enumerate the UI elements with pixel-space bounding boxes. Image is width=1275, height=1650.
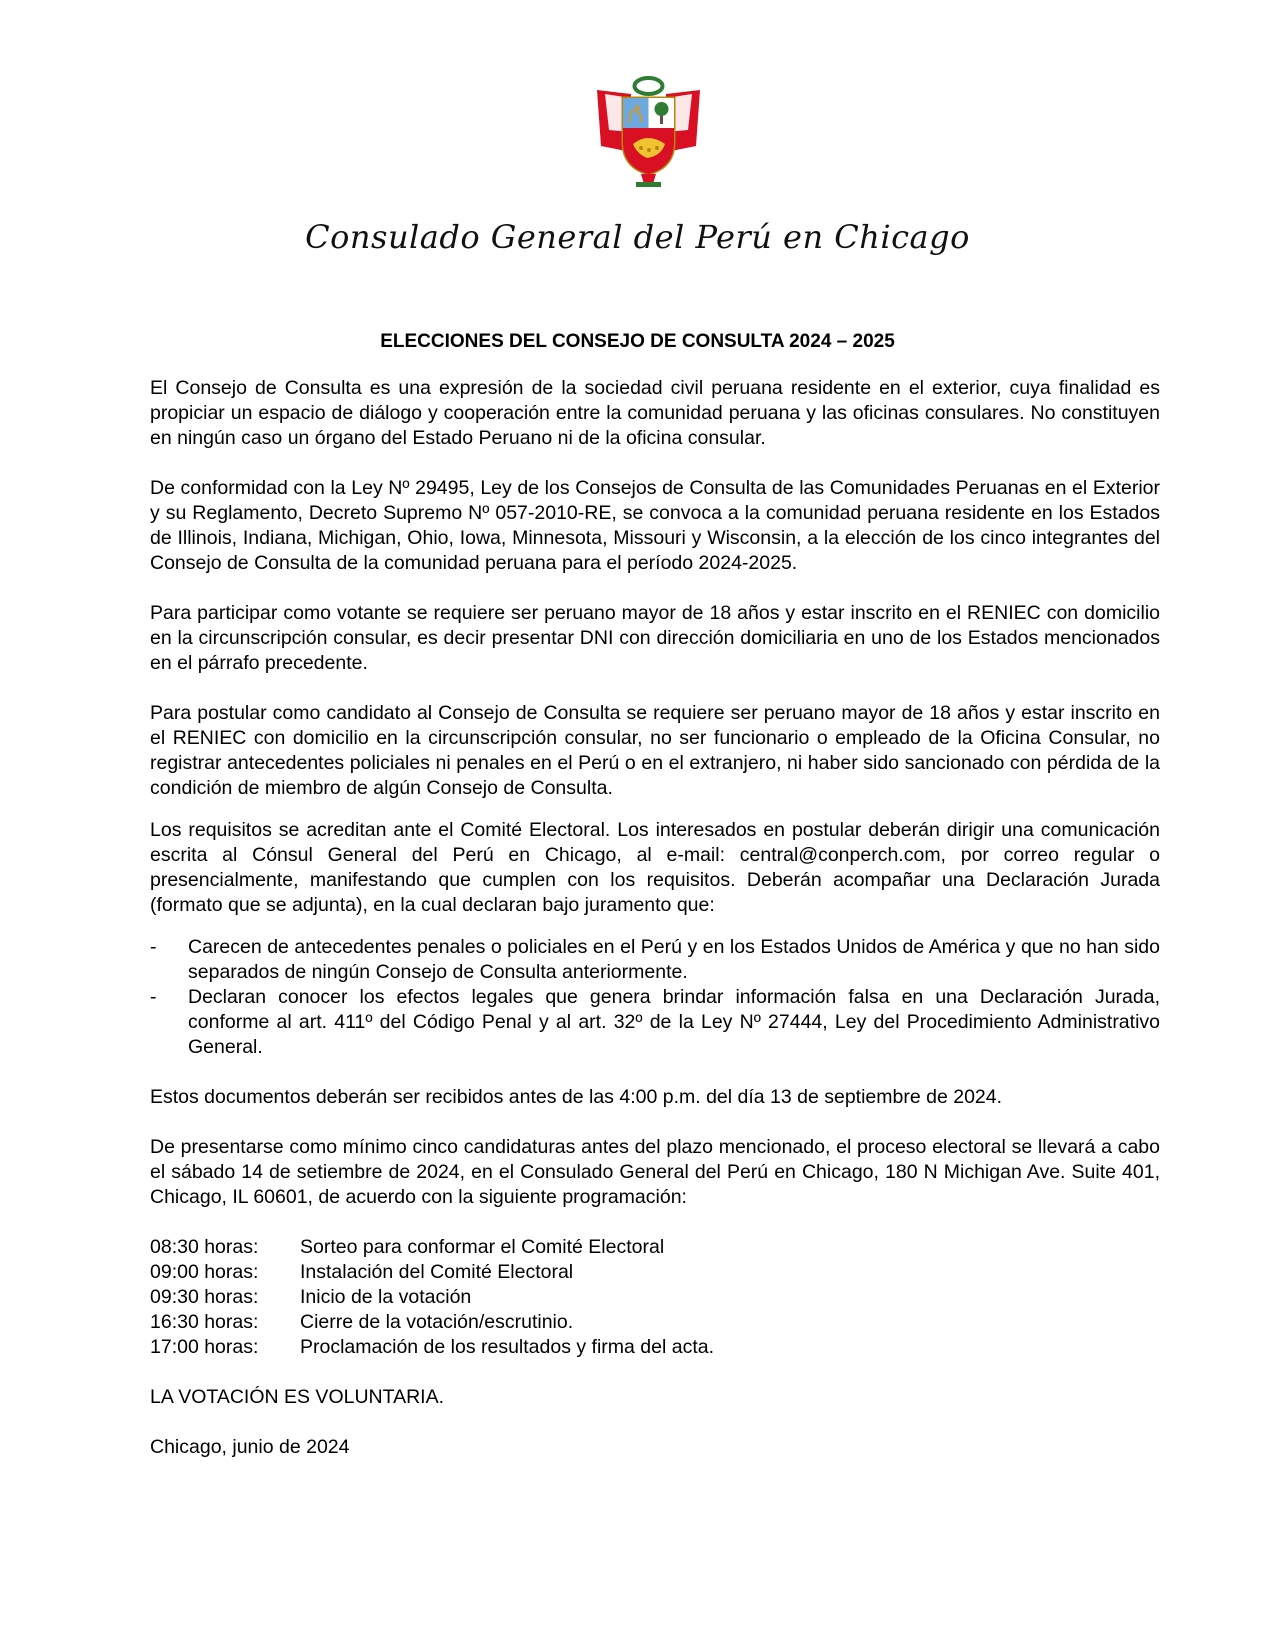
schedule-activity: Proclamación de los resultados y firma del acta. xyxy=(300,1336,715,1358)
schedule-time: 09:30 horas: xyxy=(150,1286,259,1308)
schedule-time: 16:30 horas: xyxy=(150,1311,259,1333)
schedule-row xyxy=(150,1335,1160,1360)
schedule-time: 17:00 horas: xyxy=(150,1336,259,1358)
declaration-list xyxy=(150,935,1160,1060)
list-item xyxy=(150,985,1160,1060)
schedule-row xyxy=(150,1235,1160,1260)
schedule-activity: Inicio de la votación xyxy=(300,1286,472,1308)
document-title: ELECCIONES DEL CONSEJO DE CONSULTA 2024 – 2025 xyxy=(380,331,895,352)
schedule-time: 09:00 horas: xyxy=(150,1261,259,1283)
schedule-activity: Instalación del Comité Electoral xyxy=(300,1261,574,1283)
schedule-row xyxy=(150,1260,1160,1285)
list-item xyxy=(150,935,1160,985)
paragraph-voter-requirements: Para participar como votante se requiere ser peruano mayor de 18 años y estar inscrito en el RENIEC con domicilio en la circunscripción consular, es decir presentar DNI con dirección domiciliaria en uno de los Estados mencionados en el párrafo precedente. xyxy=(150,602,1160,674)
paragraph-election-details: De presentarse como mínimo cinco candidaturas antes del plazo mencionado, el proceso electoral se llevará a cabo el sábado 14 de setiembre de 2024, en el Consulado General del Perú en Chicago, 180 N Michigan Ave. Suite 401, Chicago, IL 60601, de acuerdo con la siguiente programación: xyxy=(150,1136,1160,1208)
paragraph-candidate-requirements: Para postular como candidato al Consejo de Consulta se requiere ser peruano mayor de 18 años y estar inscrito en el RENIEC con domicilio en la circunscripción consular, no ser funcionario o empleado de la Oficina Consular, no registrar antecedentes policiales ni penales en el Perú o en el extranjero, ni haber sido sancionado con pérdida de la condición de miembro de algún Consejo de Consulta. xyxy=(150,702,1160,799)
paragraph-intro: El Consejo de Consulta es una expresión de la sociedad civil peruana residente en el exterior, cuya finalidad es propiciar un espacio de diálogo y cooperación entre la comunidad peruana y las oficinas consulares. No constituyen en ningún caso un órgano del Estado Peruano ni de la oficina consular. xyxy=(150,377,1160,449)
schedule-row xyxy=(150,1285,1160,1310)
list-item-text: Declaran conocer los efectos legales que genera brindar información falsa en una Declaración Jurada, conforme al art. 411º del Código Penal y al art. 32º de la Ley Nº 27444, Ley del Procedimiento Administrativo General. xyxy=(188,986,1160,1058)
place-date-line: Chicago, junio de 2024 xyxy=(150,1436,350,1458)
paragraph-application-process: Los requisitos se acreditan ante el Comité Electoral. Los interesados en postular deberán dirigir una comunicación escrita al Cónsul General del Perú en Chicago, al e-mail: central@conperch.com, por correo regular o presencialmente, manifestando que cumplen con los requisitos. Deberán acompañar una Declaración Jurada (formato que se adjunta), en la cual declaran bajo juramento que: xyxy=(150,819,1160,916)
peru-coat-of-arms-icon xyxy=(591,72,706,190)
list-item-text: Carecen de antecedentes penales o policiales en el Perú y en los Estados Unidos de América y que no han sido separados de ningún Consejo de Consulta anteriormente. xyxy=(188,936,1160,983)
schedule-activity: Cierre de la votación/escrutinio. xyxy=(300,1311,574,1333)
paragraph-deadline: Estos documentos deberán ser recibidos antes de las 4:00 p.m. del día 13 de septiembre de 2024. xyxy=(150,1086,1003,1108)
schedule-row xyxy=(150,1310,1160,1335)
schedule-activity: Sorteo para conformar el Comité Electoral xyxy=(300,1236,665,1258)
schedule-time: 08:30 horas: xyxy=(150,1236,259,1258)
bullet-dash: - xyxy=(150,936,157,958)
consulate-name: Consulado General del Perú en Chicago xyxy=(305,218,970,256)
voluntary-voting-notice: LA VOTACIÓN ES VOLUNTARIA. xyxy=(150,1386,445,1408)
paragraph-convocation: De conformidad con la Ley Nº 29495, Ley de los Consejos de Consulta de las Comunidades Peruanas en el Exterior y su Reglamento, Decreto Supremo Nº 057-2010-RE, se convoca a la comunidad peruana residente en los Estados de Illinois, Indiana, Michigan, Ohio, Iowa, Minnesota, Missouri y Wisconsin, a la elección de los cinco integrantes del Consejo de Consulta de la comunidad peruana para el período 2024-2025. xyxy=(150,477,1160,574)
bullet-dash: - xyxy=(150,986,157,1008)
document-body xyxy=(150,376,1160,1485)
election-schedule xyxy=(150,1235,1160,1360)
